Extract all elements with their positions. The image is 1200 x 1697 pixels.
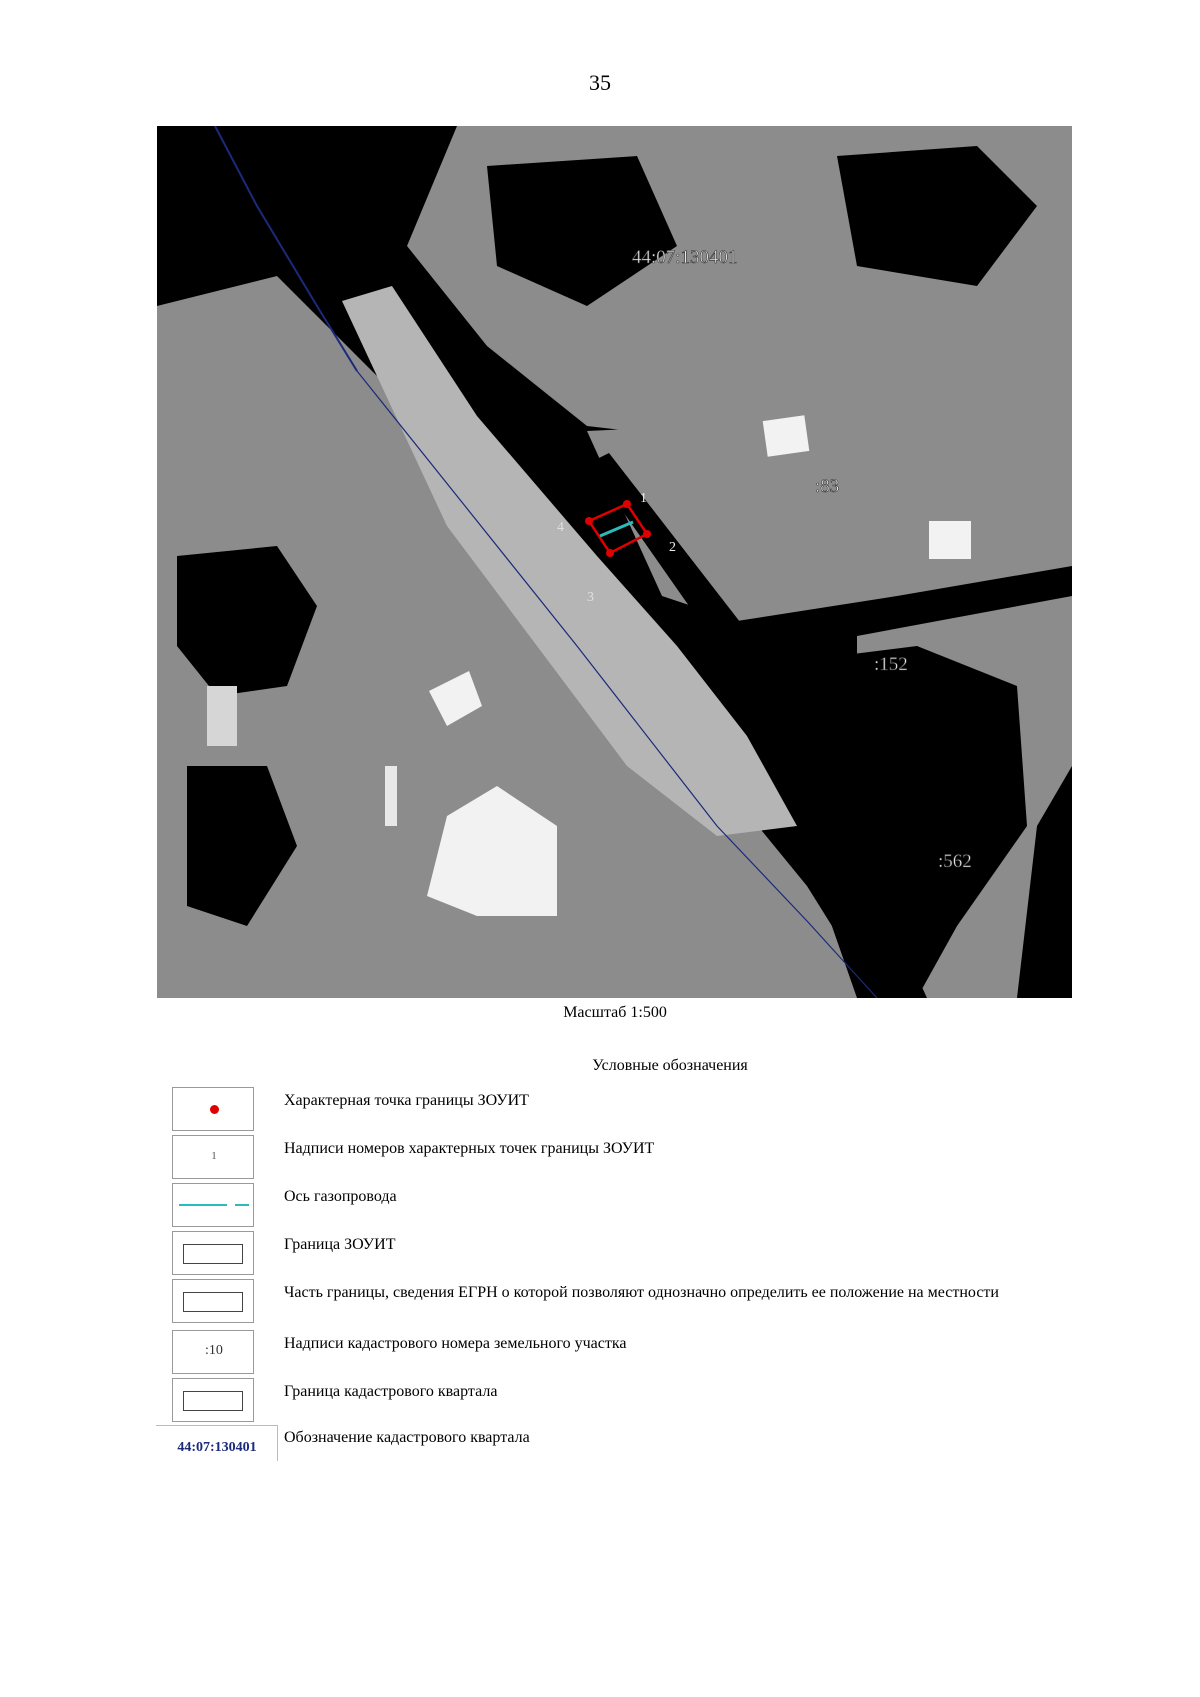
red-dot-icon — [210, 1105, 219, 1114]
point-number-sample: 1 — [211, 1150, 217, 1162]
legend-symbol-box — [172, 1231, 254, 1275]
building — [207, 686, 237, 746]
legend-item-gas-axis — [172, 1183, 1082, 1227]
legend-item-parcel-label — [172, 1330, 1082, 1374]
legend-text: Надписи кадастрового номера земельного участка — [284, 1335, 627, 1352]
gas-axis-line-icon — [179, 1204, 227, 1206]
gas-axis — [600, 522, 633, 536]
boundary-point-1 — [623, 500, 631, 508]
point-label-1: 1 — [640, 491, 647, 506]
parcel-label-83: :83 — [815, 476, 840, 497]
point-label-3: 3 — [587, 590, 594, 605]
legend-text: Граница ЗОУИТ — [284, 1236, 396, 1253]
legend-symbol-box — [172, 1135, 254, 1179]
boundary-point-3 — [606, 549, 614, 557]
legend-symbol-box — [172, 1087, 254, 1131]
legend-text: Граница кадастрового квартала — [284, 1383, 498, 1400]
legend-symbol-box — [172, 1183, 254, 1227]
building — [763, 415, 810, 456]
building — [385, 766, 397, 826]
gas-axis-dash-icon — [235, 1204, 249, 1206]
building — [929, 521, 971, 559]
point-label-4: 4 — [557, 520, 564, 535]
legend-item-zouit-boundary — [172, 1231, 1082, 1275]
legend-symbol-box — [172, 1330, 254, 1374]
map-canvas — [157, 126, 1072, 998]
legend-item-quarter-code — [172, 1424, 1082, 1468]
rectangle-icon — [183, 1391, 243, 1411]
parcel-label-152: :152 — [874, 654, 908, 675]
boundary-point-4 — [585, 517, 593, 525]
legend-text: Надписи номеров характерных точек границы ЗОУИТ — [284, 1140, 655, 1157]
quarter-label: 44:07:130401 — [632, 247, 738, 268]
legend-item-point-number — [172, 1135, 1082, 1179]
parcel-label-sample: :10 — [205, 1343, 223, 1358]
legend-item-egrn-boundary — [172, 1279, 1082, 1323]
boundary-point-2 — [643, 530, 651, 538]
quarter-code-sample: 44:07:130401 — [177, 1440, 257, 1455]
legend-symbol-box — [172, 1378, 254, 1422]
page-number: 35 — [589, 70, 611, 95]
parcel-label-562: :562 — [938, 851, 972, 872]
legend-item-boundary-point — [172, 1087, 1082, 1131]
point-label-2: 2 — [669, 540, 676, 555]
legend-text: Часть границы, сведения ЕГРН о которой позволяют однозначно определить ее положение на местности — [284, 1284, 999, 1301]
legend-text: Характерная точка границы ЗОУИТ — [284, 1092, 529, 1109]
scale-caption: Масштаб 1:500 — [563, 1004, 667, 1021]
legend-text: Обозначение кадастрового квартала — [284, 1429, 530, 1446]
legend-item-quarter-boundary — [172, 1378, 1082, 1422]
legend-symbol-box — [172, 1279, 254, 1323]
rectangle-icon — [183, 1244, 243, 1264]
rectangle-icon — [183, 1292, 243, 1312]
cadastral-map — [157, 126, 1072, 998]
legend-title: Условные обозначения — [592, 1057, 748, 1074]
legend-text: Ось газопровода — [284, 1188, 397, 1205]
